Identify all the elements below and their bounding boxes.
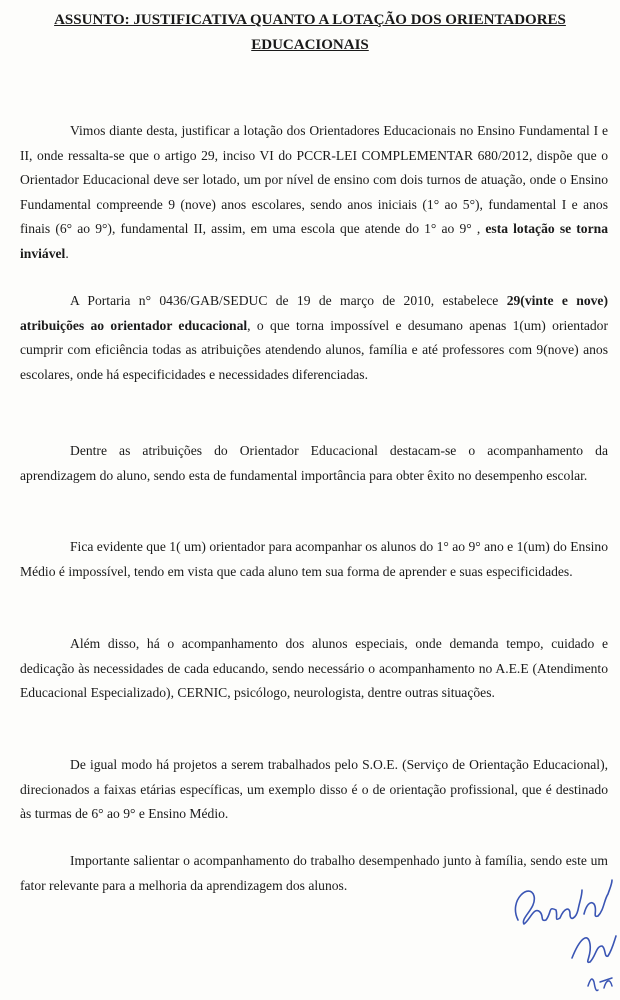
signature-stroke-initials xyxy=(572,936,616,962)
document-title-line2: EDUCACIONAIS xyxy=(251,37,369,53)
paragraph-5: Além disso, há o acompanhamento dos alunos especiais, onde demanda tempo, cuidado e dedicação às necessidades de cada educando, sendo necessário o acompanhamento no A.E.E (Atendimento Educacional Especializado), CERNIC, psicólogo, neurologista, dentre outras situações. xyxy=(20,636,608,700)
paragraph-3: Dentre as atribuições do Orientador Educacional destacam-se o acompanhamento da aprendizagem do aluno, sendo esta de fundamental importância para obter êxito no desempenho escolar. xyxy=(20,443,608,483)
paragraph-2 xyxy=(20,289,608,387)
signature-stroke-received xyxy=(515,880,612,924)
paragraph-1-emphasis: esta lotação se torna inviável xyxy=(20,221,608,261)
paragraph-2-text: A Portaria n° 0436/GAB/SEDUC de 19 de março de 2010, estabelece xyxy=(70,293,499,308)
paragraph-1 xyxy=(20,119,608,266)
paragraph-6: De igual modo há projetos a serem trabalhados pelo S.O.E. (Serviço de Orientação Educacional), direcionados a faixas etárias específicas, um exemplo disso é o de orientação profissional, que é destinado às turmas de 6° ao 9° e Ensino Médio. xyxy=(20,757,608,821)
paragraph-1-end: . xyxy=(65,245,69,261)
signature-stroke-date xyxy=(588,978,612,991)
paragraph-1-text: Vimos diante desta, justificar a lotação dos Orientadores Educacionais no Ensino Fundamental I e II, onde ressalta-se que o artigo 29, inciso VI do PCCR-LEI COMPLEMENTAR 680/2012, dispõe que o Orientador Educacional deve ser lotado, um por nível de ensino com dois turnos de atuação, onde o Ensino Fundamental compreende 9 (nove) anos escolares, sendo anos iniciais (1° ao 5°), fundamental I e anos finais (6° ao 9°), fundamental II, assim, em uma escola que atende do 1° ao 9° , xyxy=(20,123,608,236)
paragraph-2-emphasis: 29(vinte e nove) atribuições ao orientador educacional xyxy=(20,293,608,333)
handwritten-signature xyxy=(500,860,620,1000)
paragraph-7: Importante salientar o acompanhamento do trabalho desempenhado junto à família, sendo este um fator relevante para a melhoria da aprendizagem dos alunos. xyxy=(20,853,608,893)
document-title-line1: ASSUNTO: JUSTIFICATIVA QUANTO A LOTAÇÃO DOS ORIENTADORES xyxy=(54,12,566,28)
paragraph-4: Fica evidente que 1( um) orientador para acompanhar os alunos do 1° ao 9° ano e 1(um) do Ensino Médio é impossível, tendo em vista que cada aluno tem sua forma de aprender e suas especificidades. xyxy=(20,539,608,579)
paragraph-2-end: , o que torna impossível e desumano apenas 1(um) orientador cumprir com eficiência todas as atribuições atendendo alunos, família e até professores com 9(nove) anos escolares, onde há especificidades e necessidades diferenciadas. xyxy=(20,317,609,382)
